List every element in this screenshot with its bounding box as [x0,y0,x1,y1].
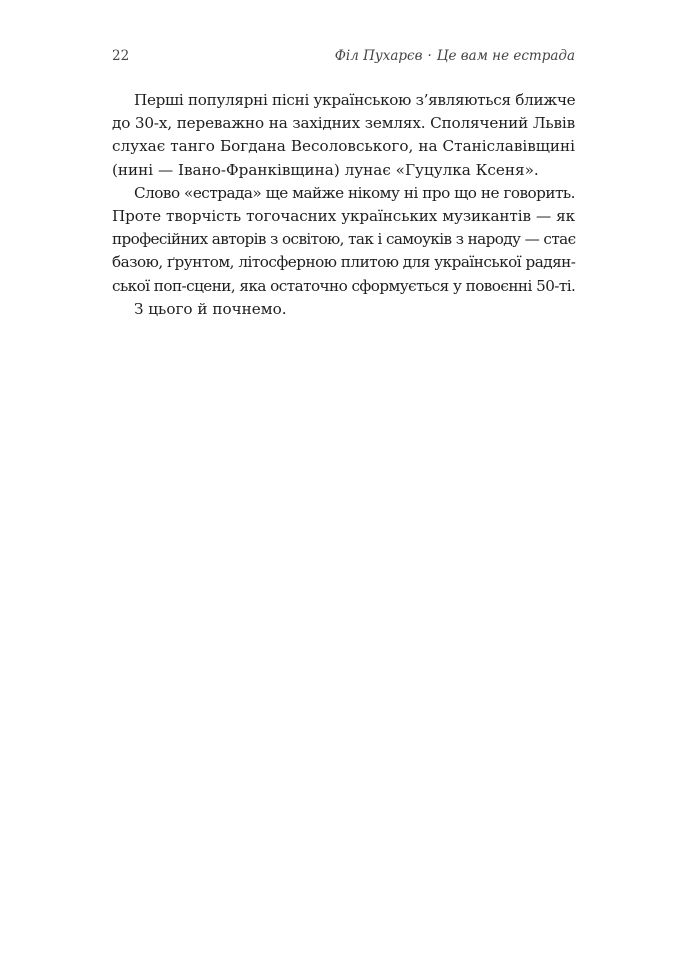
header-author: Філ Пухарєв [334,48,423,64]
header-title-group [335,48,575,64]
paragraph-1-line-2: до 30-х, переважно на західних землях. Сполячений Львів [112,114,575,133]
paragraph-1-line-3: слухає танго Богдана Весоловського, на Станіславівщині [112,137,575,156]
paragraph-2-line-2: Проте творчість тогочасних українських музикантів — як [112,206,575,225]
paragraph-1-line-1: Перші популярні пісні українською з’являються ближче [134,91,576,109]
paragraph-2-line-1: Слово «естрада» ще майже нікому ні про що не говорить. [134,183,575,202]
paragraph-2-line-3: професійних авторів з освітою, так і самоуків з народу — стає [112,230,576,249]
paragraph-2-line-5: ської поп-сцени, яка остаточно сформується у повоєнні 50-ті. [112,276,576,295]
body-text [112,89,575,321]
running-header [112,48,575,70]
paragraph-2-line-4: базою, ґрунтом, літосферною плитою для української радян- [112,253,576,272]
paragraph-1-line-4: (нині — Івано-Франківщина) лунає «Гуцулка Ксеня». [112,160,539,179]
header-separator: · [427,48,432,64]
paragraph-3-line-1: З цього й почнемо. [134,299,287,318]
header-book-title: Це вам не естрада [436,48,575,64]
page-number: 22 [112,48,130,64]
